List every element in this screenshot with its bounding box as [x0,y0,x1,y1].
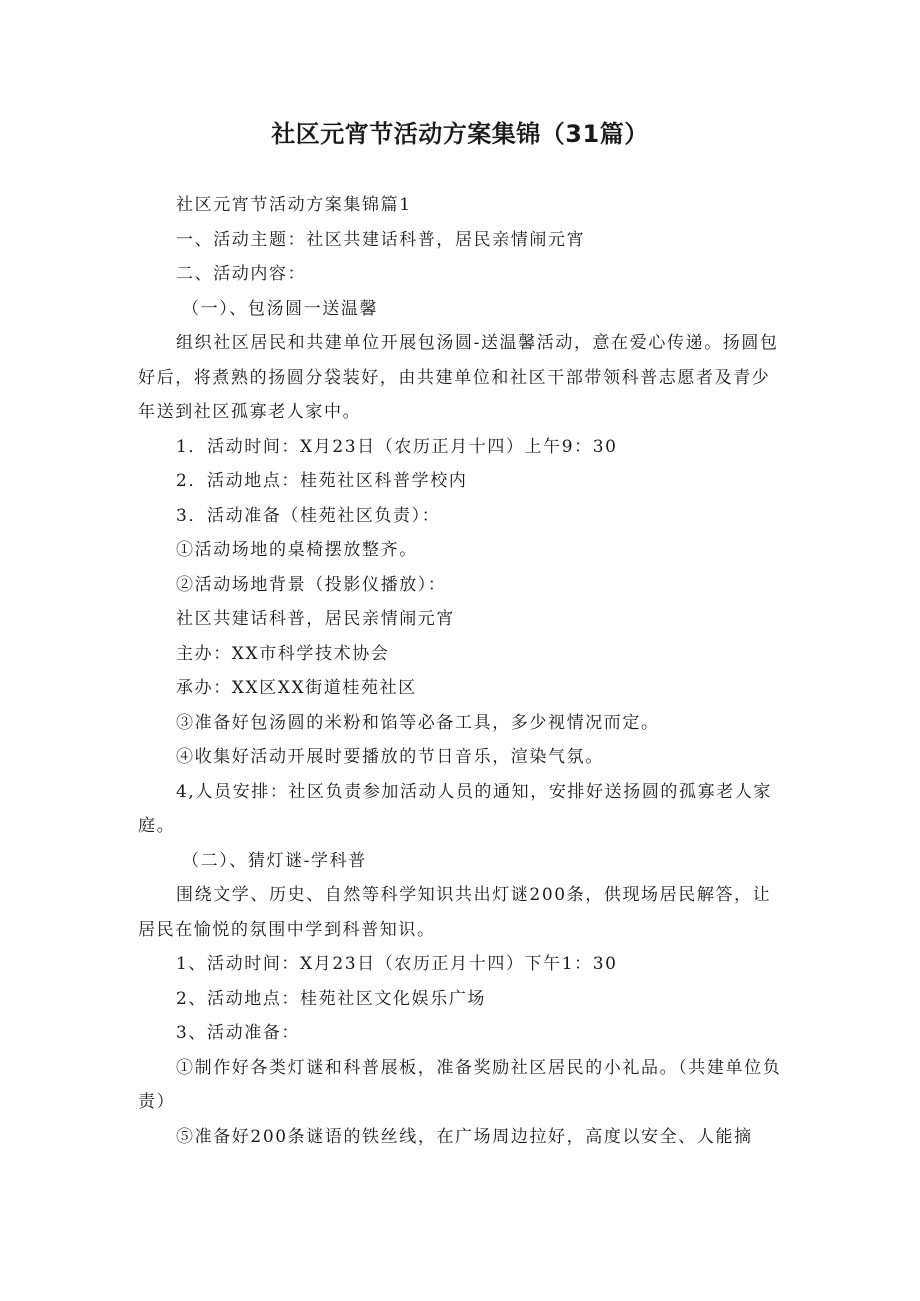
paragraph-prep-ingredients: ③准备好包汤圆的米粉和馅等必备工具，多少视情况而定。 [176,712,660,733]
paragraph-item-time: 1．活动时间：X月23日（农历正月十四）上午9：30 [176,436,618,457]
paragraph-organizer: 主办：XX市科学技术协会 [176,643,390,664]
paragraph-riddle-prep-boards: ①制作好各类灯谜和科普展板，准备奖励社区居民的小礼品。（共建单位负责） [138,1057,782,1112]
paragraph-prep-music: ④收集好活动开展时要播放的节日音乐，渲染气氛。 [176,747,604,767]
paragraph-item-location: 2．活动地点：桂苑社区科普学校内 [176,471,468,491]
paragraph-section-two-intro: 围绕文学、历史、自然等科学知识共出灯谜200条，供现场居民解答，让居民在愉悦的氛围中学到科普知识。 [138,885,772,940]
document-body [138,188,788,1154]
paragraph-activity-content-heading: 二、活动内容： [176,264,307,284]
paragraph-prep-background: ②活动场地背景（投影仪播放）： [176,574,447,595]
paragraph-section-one-intro: 组织社区居民和共建单位开展包汤圆-送温馨活动，意在爱心传递。扬圆包好后，将煮熟的扬圆分袋装好，由共建单位和社区干部带领科普志愿者及青少年送到社区孤寡老人家中。 [138,333,779,422]
paragraph-item-preparation: 3．活动准备（桂苑社区负责）： [176,505,441,526]
paragraph-riddle-prep-wires: ⑤准备好200条谜语的铁丝线，在广场周边拉好，高度以安全、人能摘 [176,1126,753,1147]
paragraph-riddle-time: 1、活动时间：X月23日（农历正月十四）下午1：30 [176,954,618,974]
paragraph-co-organizer: 承办：XX区XX街道桂苑社区 [176,678,417,698]
paragraph-prep-tables: ①活动场地的桌椅摆放整齐。 [176,540,418,560]
paragraph-section-two-heading: （二）、猜灯谜-学科普 [182,850,367,871]
paragraph-riddle-preparation: 3、活动准备： [176,1023,301,1043]
paragraph-article-heading: 社区元宵节活动方案集锦篇1 [176,195,412,215]
paragraph-activity-theme: 一、活动主题：社区共建话科普，居民亲情闹元宵 [176,229,586,250]
document-title: 社区元宵节活动方案集锦（31篇） [271,120,649,148]
paragraph-staffing: 4,人员安排：社区负责参加活动人员的通知，安排好送扬圆的孤寡老人家庭。 [138,781,773,836]
paragraph-riddle-location: 2、活动地点：桂苑社区文化娱乐广场 [176,988,487,1009]
paragraph-section-one-heading: （一）、包汤圆一送温馨 [182,298,379,319]
paragraph-background-slogan: 社区共建话科普，居民亲情闹元宵 [176,609,455,629]
